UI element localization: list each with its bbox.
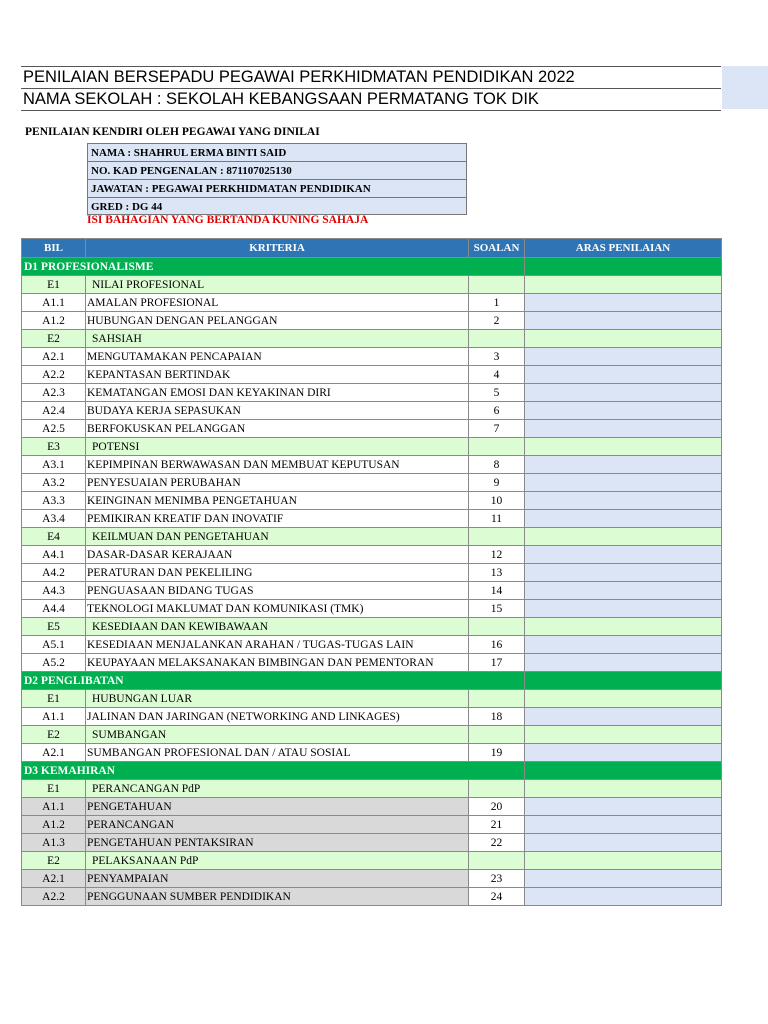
assessment-level-input[interactable]: [525, 564, 722, 582]
header-kriteria: KRITERIA: [86, 239, 469, 258]
item-question-number: 4: [469, 366, 525, 384]
assessment-level-input[interactable]: [525, 888, 722, 906]
item-criteria: PERATURAN DAN PEKELILING: [86, 564, 469, 582]
table-row: [22, 582, 722, 600]
item-question-number: 23: [469, 870, 525, 888]
item-criteria: MENGUTAMAKAN PENCAPAIAN: [86, 348, 469, 366]
title-line-1: PENILAIAN BERSEPADU PEGAWAI PERKHIDMATAN PENDIDIKAN 2022: [21, 66, 721, 88]
group-code: E2: [22, 852, 86, 870]
group-soalan-cell: [469, 618, 525, 636]
item-code: A2.2: [22, 366, 86, 384]
item-code: A4.4: [22, 600, 86, 618]
item-question-number: 5: [469, 384, 525, 402]
section-label: D3 KEMAHIRAN: [22, 762, 525, 780]
assessment-level-input[interactable]: [525, 834, 722, 852]
assessment-level-input[interactable]: [525, 492, 722, 510]
group-code: E1: [22, 780, 86, 798]
group-soalan-cell: [469, 852, 525, 870]
table-row: [22, 456, 722, 474]
table-row: [22, 888, 722, 906]
item-criteria: KEUPAYAAN MELAKSANAKAN BIMBINGAN DAN PEMENTORAN: [86, 654, 469, 672]
item-criteria: KEPIMPINAN BERWAWASAN DAN MEMBUAT KEPUTUSAN: [86, 456, 469, 474]
group-soalan-cell: [469, 726, 525, 744]
table-row: [22, 510, 722, 528]
item-code: A4.3: [22, 582, 86, 600]
item-code: A3.2: [22, 474, 86, 492]
section-label: D1 PROFESIONALISME: [22, 258, 525, 276]
section-aras-cell: [525, 672, 722, 690]
table-row: [22, 294, 722, 312]
item-criteria: PENGETAHUAN: [86, 798, 469, 816]
item-question-number: 19: [469, 744, 525, 762]
item-question-number: 24: [469, 888, 525, 906]
item-criteria: PENGGUNAAN SUMBER PENDIDIKAN: [86, 888, 469, 906]
self-assessment-heading: PENILAIAN KENDIRI OLEH PEGAWAI YANG DINILAI: [25, 126, 320, 138]
grade-cell[interactable]: GRED : DG 44: [87, 197, 467, 215]
assessment-level-input[interactable]: [525, 312, 722, 330]
header-aras: ARAS PENILAIAN: [525, 239, 722, 258]
assessment-level-input[interactable]: [525, 420, 722, 438]
item-criteria: HUBUNGAN DENGAN PELANGGAN: [86, 312, 469, 330]
title-line-2: NAMA SEKOLAH : SEKOLAH KEBANGSAAN PERMATANG TOK DIK: [21, 88, 721, 111]
header-bil: BIL: [22, 239, 86, 258]
group-code: E2: [22, 330, 86, 348]
group-code: E2: [22, 726, 86, 744]
item-criteria: PEMIKIRAN KREATIF DAN INOVATIF: [86, 510, 469, 528]
item-question-number: 3: [469, 348, 525, 366]
id-number-cell[interactable]: NO. KAD PENGENALAN : 871107025130: [87, 161, 467, 179]
table-row: [22, 546, 722, 564]
group-label: POTENSI: [86, 438, 469, 456]
assessment-level-input[interactable]: [525, 366, 722, 384]
group-aras-cell: [525, 438, 722, 456]
group-label: KESEDIAAN DAN KEWIBAWAAN: [86, 618, 469, 636]
item-question-number: 18: [469, 708, 525, 726]
item-criteria: KEMATANGAN EMOSI DAN KEYAKINAN DIRI: [86, 384, 469, 402]
assessment-level-input[interactable]: [525, 546, 722, 564]
group-aras-cell: [525, 330, 722, 348]
item-criteria: KESEDIAAN MENJALANKAN ARAHAN / TUGAS-TUGAS LAIN: [86, 636, 469, 654]
group-code: E5: [22, 618, 86, 636]
section-row: [22, 672, 722, 690]
title-side-cell[interactable]: [722, 66, 768, 109]
table-row: [22, 798, 722, 816]
item-question-number: 15: [469, 600, 525, 618]
group-label: PELAKSANAAN PdP: [86, 852, 469, 870]
group-row: [22, 330, 722, 348]
item-criteria: BERFOKUSKAN PELANGGAN: [86, 420, 469, 438]
header-soalan: SOALAN: [469, 239, 525, 258]
assessment-level-input[interactable]: [525, 510, 722, 528]
table-row: [22, 816, 722, 834]
assessment-level-input[interactable]: [525, 294, 722, 312]
assessment-level-input[interactable]: [525, 636, 722, 654]
section-label: D2 PENGLIBATAN: [22, 672, 525, 690]
group-label: HUBUNGAN LUAR: [86, 690, 469, 708]
group-row: [22, 726, 722, 744]
item-question-number: 7: [469, 420, 525, 438]
item-code: A1.1: [22, 798, 86, 816]
item-criteria: PENGETAHUAN PENTAKSIRAN: [86, 834, 469, 852]
table-row: [22, 348, 722, 366]
group-code: E1: [22, 276, 86, 294]
item-code: A1.2: [22, 816, 86, 834]
group-label: KEILMUAN DAN PENGETAHUAN: [86, 528, 469, 546]
item-criteria: BUDAYA KERJA SEPASUKAN: [86, 402, 469, 420]
table-body: [22, 258, 722, 906]
table-row: [22, 492, 722, 510]
table-row: [22, 366, 722, 384]
item-code: A2.3: [22, 384, 86, 402]
table-header-row: [22, 239, 722, 258]
item-code: A2.2: [22, 888, 86, 906]
group-soalan-cell: [469, 438, 525, 456]
item-criteria: TEKNOLOGI MAKLUMAT DAN KOMUNIKASI (TMK): [86, 600, 469, 618]
item-code: A3.1: [22, 456, 86, 474]
item-code: A5.2: [22, 654, 86, 672]
assessment-level-input[interactable]: [525, 870, 722, 888]
item-criteria: KEINGINAN MENIMBA PENGETAHUAN: [86, 492, 469, 510]
item-code: A2.1: [22, 744, 86, 762]
group-soalan-cell: [469, 276, 525, 294]
instruction-warning: ISI BAHAGIAN YANG BERTANDA KUNING SAHAJA: [87, 214, 369, 226]
group-label: SUMBANGAN: [86, 726, 469, 744]
table-row: [22, 474, 722, 492]
group-row: [22, 852, 722, 870]
assessment-level-input[interactable]: [525, 474, 722, 492]
item-question-number: 11: [469, 510, 525, 528]
section-aras-cell: [525, 762, 722, 780]
table-row: [22, 402, 722, 420]
item-code: A4.2: [22, 564, 86, 582]
assessment-level-input[interactable]: [525, 744, 722, 762]
group-code: E1: [22, 690, 86, 708]
assessment-level-input[interactable]: [525, 348, 722, 366]
group-aras-cell: [525, 726, 722, 744]
table-row: [22, 420, 722, 438]
table-row: [22, 654, 722, 672]
assessment-level-input[interactable]: [525, 816, 722, 834]
item-criteria: PENYESUAIAN PERUBAHAN: [86, 474, 469, 492]
item-criteria: JALINAN DAN JARINGAN (NETWORKING AND LINKAGES): [86, 708, 469, 726]
item-question-number: 10: [469, 492, 525, 510]
table-row: [22, 636, 722, 654]
item-code: A1.3: [22, 834, 86, 852]
employee-info-box: [87, 143, 467, 215]
assessment-table: [21, 238, 722, 906]
group-aras-cell: [525, 780, 722, 798]
assessment-level-input[interactable]: [525, 708, 722, 726]
section-row: [22, 762, 722, 780]
item-code: A2.5: [22, 420, 86, 438]
group-row: [22, 780, 722, 798]
position-cell[interactable]: JAWATAN : PEGAWAI PERKHIDMATAN PENDIDIKAN: [87, 179, 467, 197]
item-question-number: 13: [469, 564, 525, 582]
section-row: [22, 258, 722, 276]
table-row: [22, 384, 722, 402]
group-aras-cell: [525, 690, 722, 708]
table-row: [22, 600, 722, 618]
item-question-number: 20: [469, 798, 525, 816]
item-criteria: PERANCANGAN: [86, 816, 469, 834]
assessment-level-input[interactable]: [525, 456, 722, 474]
item-code: A5.1: [22, 636, 86, 654]
group-row: [22, 438, 722, 456]
group-soalan-cell: [469, 780, 525, 798]
group-aras-cell: [525, 528, 722, 546]
table-row: [22, 870, 722, 888]
table-row: [22, 312, 722, 330]
group-aras-cell: [525, 276, 722, 294]
item-code: A1.2: [22, 312, 86, 330]
assessment-level-input[interactable]: [525, 654, 722, 672]
group-row: [22, 276, 722, 294]
assessment-level-input[interactable]: [525, 798, 722, 816]
item-question-number: 17: [469, 654, 525, 672]
assessment-level-input[interactable]: [525, 600, 722, 618]
item-code: A1.1: [22, 294, 86, 312]
group-label: PERANCANGAN PdP: [86, 780, 469, 798]
group-row: [22, 528, 722, 546]
item-criteria: SUMBANGAN PROFESIONAL DAN / ATAU SOSIAL: [86, 744, 469, 762]
item-question-number: 6: [469, 402, 525, 420]
employee-name-cell[interactable]: NAMA : SHAHRUL ERMA BINTI SAID: [87, 143, 467, 161]
item-criteria: PENGUASAAN BIDANG TUGAS: [86, 582, 469, 600]
item-question-number: 21: [469, 816, 525, 834]
item-question-number: 12: [469, 546, 525, 564]
table-row: [22, 744, 722, 762]
item-code: A2.1: [22, 348, 86, 366]
item-question-number: 16: [469, 636, 525, 654]
item-question-number: 2: [469, 312, 525, 330]
item-question-number: 22: [469, 834, 525, 852]
item-criteria: AMALAN PROFESIONAL: [86, 294, 469, 312]
group-soalan-cell: [469, 330, 525, 348]
assessment-level-input[interactable]: [525, 402, 722, 420]
group-label: NILAI PROFESIONAL: [86, 276, 469, 294]
group-soalan-cell: [469, 528, 525, 546]
item-code: A3.3: [22, 492, 86, 510]
group-code: E4: [22, 528, 86, 546]
item-code: A2.1: [22, 870, 86, 888]
item-criteria: DASAR-DASAR KERAJAAN: [86, 546, 469, 564]
item-code: A3.4: [22, 510, 86, 528]
item-criteria: PENYAMPAIAN: [86, 870, 469, 888]
group-aras-cell: [525, 852, 722, 870]
group-soalan-cell: [469, 690, 525, 708]
item-question-number: 8: [469, 456, 525, 474]
item-code: A2.4: [22, 402, 86, 420]
group-label: SAHSIAH: [86, 330, 469, 348]
item-code: A4.1: [22, 546, 86, 564]
table-row: [22, 564, 722, 582]
item-code: A1.1: [22, 708, 86, 726]
item-question-number: 1: [469, 294, 525, 312]
item-question-number: 14: [469, 582, 525, 600]
group-row: [22, 618, 722, 636]
section-aras-cell: [525, 258, 722, 276]
item-criteria: KEPANTASAN BERTINDAK: [86, 366, 469, 384]
group-row: [22, 690, 722, 708]
table-row: [22, 834, 722, 852]
document-title: [21, 66, 721, 111]
table-row: [22, 708, 722, 726]
assessment-level-input[interactable]: [525, 582, 722, 600]
assessment-level-input[interactable]: [525, 384, 722, 402]
group-code: E3: [22, 438, 86, 456]
item-question-number: 9: [469, 474, 525, 492]
group-aras-cell: [525, 618, 722, 636]
